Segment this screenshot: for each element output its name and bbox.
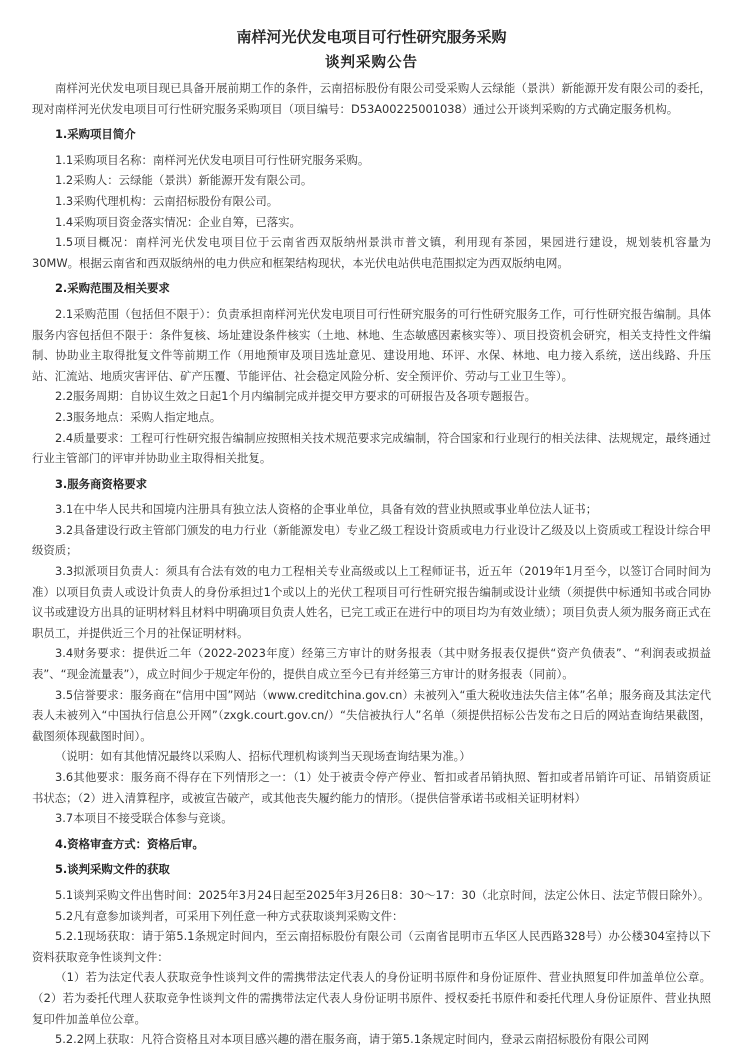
section-heading-1: 1.采购项目简介 — [55, 127, 136, 142]
section-2-item: 2.3服务地点：采购人指定地点。 — [55, 409, 222, 424]
section-1-item: 1.5项目概况：南样河光伏发电项目位于云南省西双版纳州景洪市普文镇，利用现有茶园，果园进行建设，规划装机容量为30MW。根据云南省和西双版纳州的电力供应和框架结构现状，本光伏电站供电范围拟定为西双版纳电网。 — [32, 235, 711, 270]
section-5-item: 5.1谈判采购文件出售时间：2025年3月24日起至2025年3月26日8：30～17：30（北京时间，法定公休日、法定节假日除外）。 — [55, 887, 710, 902]
section-1-item: 1.2采购人：云绿能（景洪）新能源开发有限公司。 — [55, 173, 313, 188]
section-2-item: 2.4质量要求：工程可行性研究报告编制应按照相关技术规范要求完成编制，符合国家和行业现行的相关法律、法规规定，最终通过行业主管部门的评审并协助业主取得相关批复。 — [32, 430, 711, 466]
section-2-item: 2.2服务周期：自协议生效之日起1个月内编制完成并提交甲方要求的可研报告及各项专题报告。 — [55, 389, 536, 404]
section-3-item: 3.1在中华人民共和国境内注册具有独立法人资格的企事业单位，具备有效的营业执照或事业单位法人证书； — [55, 502, 598, 517]
section-1-item: 1.3采购代理机构：云南招标股份有限公司。 — [55, 193, 279, 208]
section-heading-4: 4.资格审查方式：资格后审。 — [55, 836, 204, 851]
section-heading-2: 2.采购范围及相关要求 — [55, 281, 170, 296]
document-title: 南样河光伏发电项目可行性研究服务采购 — [236, 28, 507, 46]
section-3-item: 3.2具备建设行政主管部门颁发的电力行业（新能源发电）专业乙级工程设计资质或电力行业设计乙级及以上资质或工程设计综合甲级资质； — [32, 522, 711, 558]
section-5-item: 5.2.2网上获取：凡符合资格且对本项目感兴趣的潜在服务商，请于第5.1条规定时间内，登录云南招标股份有限公司网 — [55, 1032, 649, 1047]
section-1-item: 1.4采购项目资金落实情况：企业自筹，已落实。 — [55, 214, 301, 229]
section-5-item: 5.2.1现场获取：请于第5.1条规定时间内，至云南招标股份有限公司（云南省昆明市五华区人民西路328号）办公楼304室持以下资料获取竞争性谈判文件： — [32, 929, 711, 964]
section-heading-5: 5.谈判采购文件的获取 — [55, 862, 170, 877]
section-3-item: 3.5信誉要求：服务商在“信用中国”网站（www.creditchina.gov.cn）未被列入“重大税收违法失信主体”名单；服务商及其法定代表人未被列入“中国执行信息公开网”（zxgk.court.gov.cn/）“失信被执行人”名单（须提供招标公告发布之日后的网站查询结果截图，截图须体现截图时间）。 — [32, 687, 711, 743]
document-subtitle: 谈判采购公告 — [325, 55, 418, 71]
intro-paragraph: 南样河光伏发电项目现已具备开展前期工作的条件，云南招标股份有限公司受采购人云绿能（景洪）新能源开发有限公司的委托，现对南样河光伏发电项目可行性研究服务采购项目（项目编号：D53A00225001038）通过公开谈判采购的方式确定服务机构。 — [32, 81, 711, 116]
section-3-item: 3.6其他要求：服务商不得存在下列情形之一：（1）处于被责令停产停业、暂扣或者吊销执照、暂扣或者吊销许可证、吊销资质证书状态；（2）进入清算程序，或被宣告破产，或其他丧失履约能力的情形。（提供信誉承诺书或相关证明材料） — [32, 770, 711, 805]
section-1-item: 1.1采购项目名称：南样河光伏发电项目可行性研究服务采购。 — [55, 152, 370, 167]
section-3-item: 3.3拟派项目负责人：须具有合法有效的电力工程相关专业高级或以上工程师证书，近五年（2019年1月至今，以签订合同时间为准）以项目负责人或设计负责人的身份承担过1个或以上的光伏工程项目可行性研究报告编制或设计业绩（须提供中标通知书或合同协议书或建设方出具的证明材料且材料中明确项目负责人姓名，已完工或正在进行中的项目均为有效业绩）；项目负责人须为服务商正式在职员工，并提供近三个月的社保证明材料。 — [32, 564, 711, 640]
section-heading-3: 3.服务商资格要求 — [55, 476, 147, 491]
section-3-item: 3.7本项目不接受联合体参与竞谈。 — [55, 811, 233, 826]
section-3-note: （说明：如有其他情况最终以采购人、招标代理机构谈判当天现场查询结果为准。） — [55, 749, 471, 764]
section-2-item: 2.1采购范围（包括但不限于）：负责承担南样河光伏发电项目可行性研究服务的可行性研究服务工作，可行性研究报告编制。具体服务内容包括但不限于：条件复核、场址建设条件核实（土地、林地、生态敏感因素核实等）、项目投资机会研究，相关支持性文件编制、协助业主取得批复文件等前期工作（用地预审及项目选址意见、建设用地、环评、水保、林地、电力接入系统，送出线路、升压站、汇流站、地质灾害评估、矿产压覆、节能评估、社会稳定风险分析、安全预评价、劳动与工业卫生等）。 — [32, 306, 711, 383]
section-5-item: 5.2凡有意参加谈判者，可采用下列任意一种方式获取谈判采购文件： — [55, 908, 404, 923]
section-3-item: 3.4财务要求：提供近二年（2022-2023年度）经第三方审计的财务报表（其中财务报表仅提供“资产负债表”、“利润表或损益表”、“现金流量表”），成立时间少于规定年份的，提供自成立至今已有并经第三方审计的财务报表（同前）。 — [32, 646, 711, 682]
section-5-item: （1）若为法定代表人获取竞争性谈判文件的需携带法定代表人的身份证明书原件和身份证原件、营业执照复印件加盖单位公章。（2）若为委托代理人获取竞争性谈判文件的需携带法定代表人身份证明书原件、授权委托书原件和委托代理人身份证原件、营业执照复印件加盖单位公章。 — [32, 970, 711, 1026]
